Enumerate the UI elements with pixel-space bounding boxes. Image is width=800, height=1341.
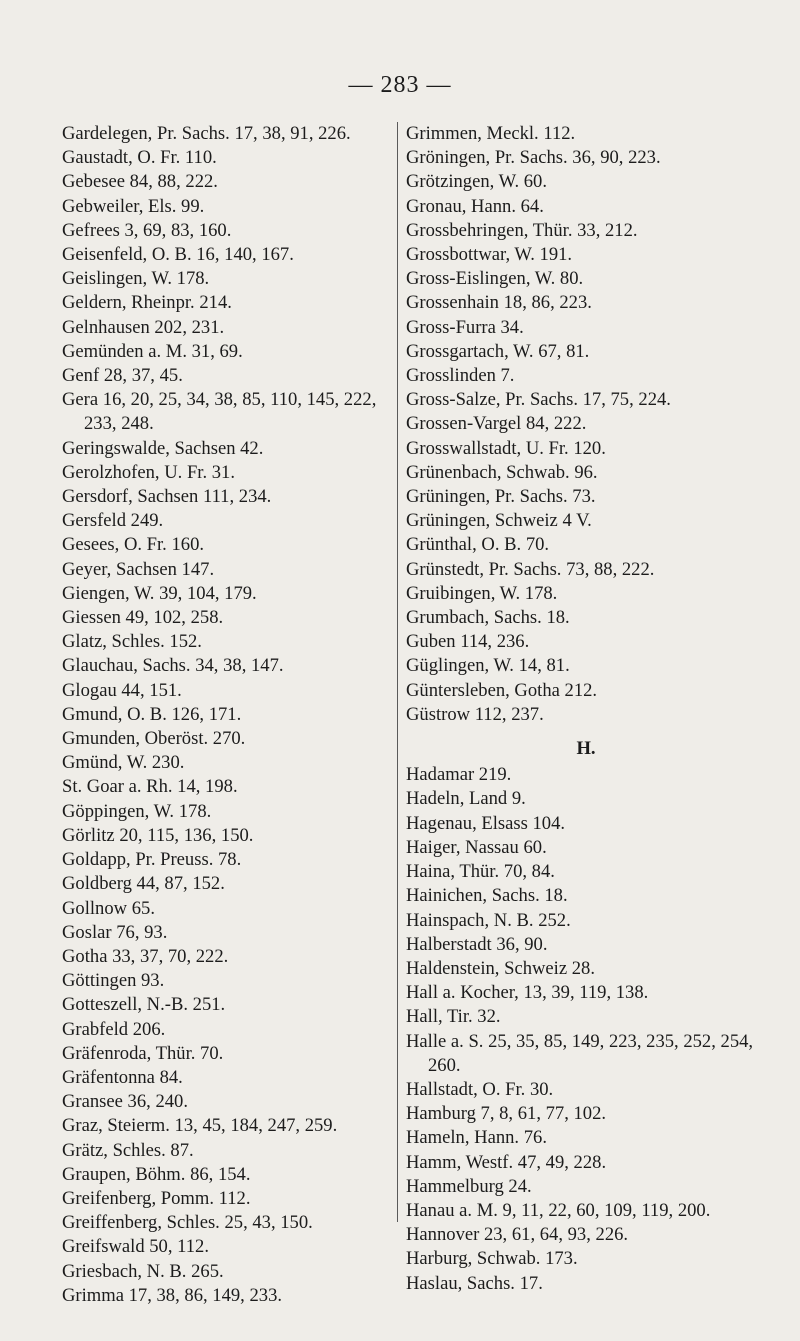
index-entry: Graupen, Böhm. 86, 154. [62, 1163, 251, 1185]
index-entry: Gebweiler, Els. 99. [62, 195, 205, 217]
index-entry: Gruibingen, W. 178. [406, 582, 558, 604]
index-entry: Gerolzhofen, U. Fr. 31. [62, 461, 235, 483]
index-entry: Grossgartach, W. 67, 81. [406, 340, 590, 362]
index-entry: Güglingen, W. 14, 81. [406, 655, 570, 677]
index-entry: Hagenau, Elsass 104. [406, 812, 566, 834]
index-entry: Genf 28, 37, 45. [62, 365, 183, 387]
index-entry: Grüningen, Pr. Sachs. 73. [406, 486, 596, 508]
index-entry: Gross-Furra 34. [406, 316, 524, 338]
index-entry: St. Goar a. Rh. 14, 198. [62, 776, 238, 798]
index-entry: Hannover 23, 61, 64, 93, 226. [406, 1224, 629, 1246]
index-entry: Greifswald 50, 112. [62, 1236, 209, 1258]
index-entry: Gefrees 3, 69, 83, 160. [62, 219, 232, 241]
index-entry: Gelnhausen 202, 231. [62, 316, 225, 338]
index-entry: Geislingen, W. 178. [62, 268, 210, 290]
index-entry: Goldberg 44, 87, 152. [62, 873, 225, 895]
index-entry: Grünthal, O. B. 70. [406, 534, 550, 556]
index-entry: Grossbehringen, Thür. 33, 212. [406, 219, 638, 241]
index-entry: Hamburg 7, 8, 61, 77, 102. [406, 1103, 607, 1125]
index-entry: Gotha 33, 37, 70, 222. [62, 945, 229, 967]
index-entry: Gmunden, Oberöst. 270. [62, 728, 246, 750]
index-group-h [406, 763, 766, 1295]
page-number: — 283 — [348, 72, 452, 98]
index-group-g [406, 122, 766, 727]
index-entry: Gronau, Hann. 64. [406, 195, 544, 217]
index-entry: Gotteszell, N.-B. 251. [62, 994, 226, 1016]
section-letter-h: H. [576, 738, 596, 760]
index-entry: Grabfeld 206. [62, 1018, 166, 1040]
index-entry: Haiger, Nassau 60. [406, 836, 547, 858]
index-entry: Göttingen 93. [62, 970, 165, 992]
index-entry: Göppingen, W. 178. [62, 800, 212, 822]
index-entry: Grimmen, Meckl. 112. [406, 123, 576, 144]
index-entry: Güstrow 112, 237. [406, 703, 544, 725]
index-entry: Hadeln, Land 9. [406, 788, 526, 810]
index-entry: Greiffenberg, Schles. 25, 43, 150. [62, 1212, 313, 1234]
index-entry: Hadamar 219. [406, 764, 512, 786]
index-entry: Goldapp, Pr. Preuss. 78. [62, 849, 242, 871]
index-entry: Grötzingen, W. 60. [406, 171, 547, 193]
index-entry: Griesbach, N. B. 265. [62, 1260, 224, 1282]
index-entry: Gera 16, 20, 25, 34, 38, 85, 110, 145, 222, 233, 248. [62, 389, 377, 435]
index-entry: Grossen-Vargel 84, 222. [406, 413, 587, 435]
index-entry: Grimma 17, 38, 86, 149, 233. [62, 1284, 283, 1306]
index-entry: Gebesee 84, 88, 222. [62, 171, 218, 193]
index-entry: Greifenberg, Pomm. 112. [62, 1187, 251, 1209]
index-entry: Hanau a. M. 9, 11, 22, 60, 109, 119, 200. [406, 1199, 711, 1221]
index-entry: Halle a. S. 25, 35, 85, 149, 223, 235, 252, 254, 260. [406, 1030, 754, 1076]
index-entry: Halberstadt 36, 90. [406, 933, 548, 955]
index-entry: Gemünden a. M. 31, 69. [62, 340, 243, 362]
index-entry: Hamm, Westf. 47, 49, 228. [406, 1151, 607, 1173]
index-entry: Hall a. Kocher, 13, 39, 119, 138. [406, 982, 649, 1004]
index-entry: Gröningen, Pr. Sachs. 36, 90, 223. [406, 147, 661, 169]
index-entry: Gardelegen, Pr. Sachs. 17, 38, 91, 226. [62, 123, 351, 144]
index-entry: Graz, Steierm. 13, 45, 184, 247, 259. [62, 1115, 338, 1137]
index-entry: Geldern, Rheinpr. 214. [62, 292, 232, 314]
index-entry: Gollnow 65. [62, 897, 155, 919]
index-entry: Harburg, Schwab. 173. [406, 1248, 578, 1270]
index-entry: Glogau 44, 151. [62, 679, 182, 701]
index-entry: Gmund, O. B. 126, 171. [62, 703, 242, 725]
index-entry: Guben 114, 236. [406, 631, 530, 653]
index-entry: Gross-Eislingen, W. 80. [406, 268, 584, 290]
index-entry: Glauchau, Sachs. 34, 38, 147. [62, 655, 284, 677]
index-entry: Grumbach, Sachs. 18. [406, 607, 570, 629]
index-entry: Hall, Tir. 32. [406, 1006, 501, 1028]
column-divider [397, 122, 398, 1222]
index-entry: Grossenhain 18, 86, 223. [406, 292, 592, 314]
index-entry: Grosswallstadt, U. Fr. 120. [406, 437, 606, 459]
index-entry: Gesees, O. Fr. 160. [62, 534, 205, 556]
index-column-left [62, 122, 392, 1308]
index-entry: Hallstadt, O. Fr. 30. [406, 1078, 554, 1100]
index-entry: Grünstedt, Pr. Sachs. 73, 88, 222. [406, 558, 655, 580]
index-entry: Grätz, Schles. 87. [62, 1139, 194, 1161]
index-entry: Haslau, Sachs. 17. [406, 1272, 543, 1294]
index-entry: Hammelburg 24. [406, 1175, 532, 1197]
index-entry: Hameln, Hann. 76. [406, 1127, 547, 1149]
index-entry: Görlitz 20, 115, 136, 150. [62, 824, 254, 846]
index-entry: Gersdorf, Sachsen 111, 234. [62, 486, 272, 508]
index-entry: Gaustadt, O. Fr. 110. [62, 147, 217, 169]
index-entry: Grosslinden 7. [406, 365, 515, 387]
index-entry: Haina, Thür. 70, 84. [406, 861, 555, 883]
index-entry: Hainspach, N. B. 252. [406, 909, 571, 931]
index-entry: Gräfentonna 84. [62, 1066, 183, 1088]
index-entry: Geringswalde, Sachsen 42. [62, 437, 264, 459]
index-entry: Gransee 36, 240. [62, 1091, 188, 1113]
index-entry: Glatz, Schles. 152. [62, 631, 202, 653]
index-entry: Gräfenroda, Thür. 70. [62, 1042, 224, 1064]
index-entry: Gersfeld 249. [62, 510, 164, 532]
index-entry: Güntersleben, Gotha 212. [406, 679, 598, 701]
index-entry: Gmünd, W. 230. [62, 752, 185, 774]
index-entry: Giengen, W. 39, 104, 179. [62, 582, 257, 604]
index-entry: Goslar 76, 93. [62, 921, 168, 943]
index-entry: Haldenstein, Schweiz 28. [406, 957, 595, 979]
index-entry: Hainichen, Sachs. 18. [406, 885, 568, 907]
index-entry: Giessen 49, 102, 258. [62, 607, 224, 629]
index-entry: Grüningen, Schweiz 4 V. [406, 510, 592, 532]
index-entry: Grossbottwar, W. 191. [406, 244, 573, 266]
index-entry: Gross-Salze, Pr. Sachs. 17, 75, 224. [406, 389, 671, 411]
index-entry: Grünenbach, Schwab. 96. [406, 461, 598, 483]
index-column-right [406, 122, 766, 1296]
index-entry: Geisenfeld, O. B. 16, 140, 167. [62, 244, 294, 266]
index-entry: Geyer, Sachsen 147. [62, 558, 215, 580]
